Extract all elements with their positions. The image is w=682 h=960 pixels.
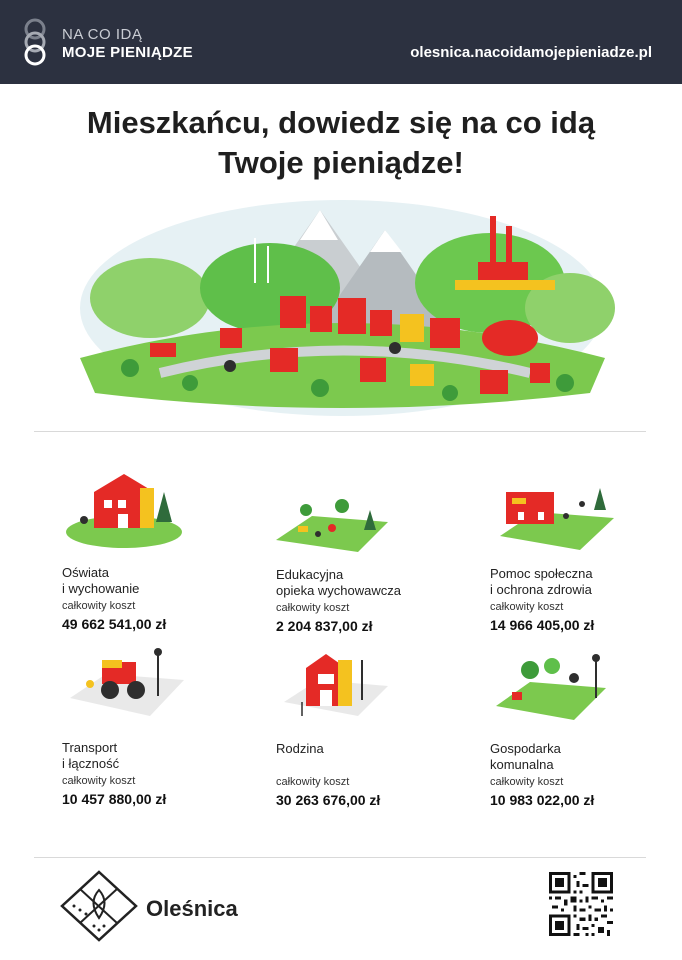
cost-label: całkowity koszt (276, 602, 350, 614)
cost-label: całkowity koszt (276, 776, 350, 788)
cost-value: 30 263 676,00 zł (276, 792, 381, 808)
category-name: Rodzina (276, 741, 324, 756)
site-url-link[interactable]: olesnica.nacoidamojepieniadze.pl (410, 44, 652, 61)
cost-label: całkowity koszt (62, 600, 136, 612)
brand-logo-icon (22, 18, 48, 68)
category-name: Transport i łączność (62, 740, 120, 771)
category-name: Edukacyjna opieka wychowawcza (276, 567, 402, 598)
cost-label: całkowity koszt (62, 775, 136, 787)
page-title (0, 103, 682, 183)
city-name: Oleśnica (146, 896, 238, 921)
cost-value: 14 966 405,00 zł (490, 617, 595, 633)
brand-name-line2: MOJE PIENIĄDZE (62, 44, 193, 61)
cost-value: 10 457 880,00 zł (62, 791, 167, 807)
school-icon (64, 462, 184, 552)
road-roller-icon (66, 638, 186, 728)
house-icon (278, 640, 398, 730)
cost-label: całkowity koszt (490, 776, 564, 788)
cost-value: 10 983 022,00 zł (490, 792, 595, 808)
cost-value: 49 662 541,00 zł (62, 616, 167, 632)
communal-park-icon (490, 642, 610, 732)
cost-value: 2 204 837,00 zł (276, 618, 373, 634)
bottom-divider (34, 857, 646, 858)
category-name: Gospodarka komunalna (490, 741, 561, 772)
header-bar (0, 0, 682, 84)
health-center-icon (496, 472, 616, 562)
category-name: Pomoc społeczna i ochrona zdrowia (490, 566, 593, 597)
top-divider (34, 431, 646, 432)
category-name: Oświata i wychowanie (62, 565, 140, 596)
qr-code-icon[interactable] (549, 872, 613, 936)
city-crest-icon (60, 870, 138, 942)
page-title-line1: Mieszkańcu, dowiedz się na co idą (86, 105, 596, 140)
page-title-line2: Twoje pieniądze! (218, 145, 464, 180)
park-icon (272, 480, 392, 570)
city-illustration (70, 188, 615, 428)
cost-label: całkowity koszt (490, 601, 564, 613)
brand-name-line1: NA CO IDĄ (62, 26, 143, 43)
